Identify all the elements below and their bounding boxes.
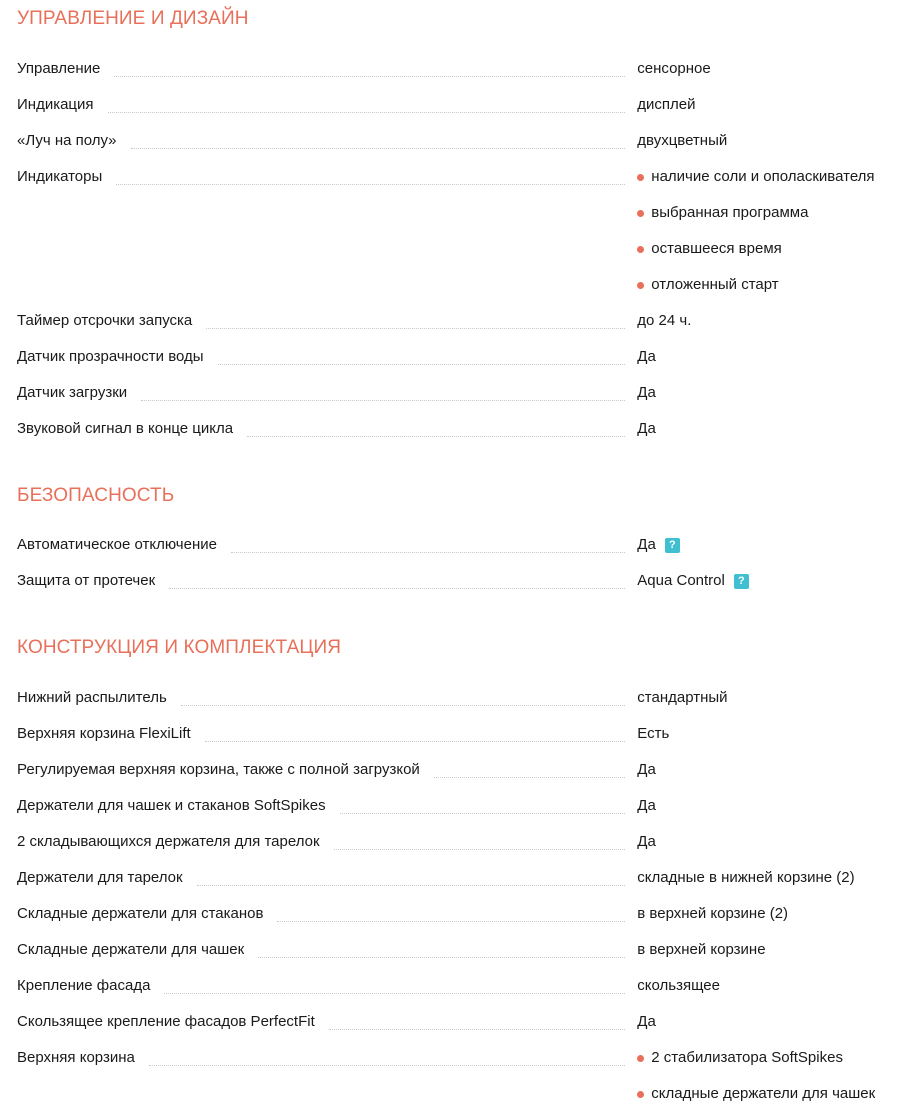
list-item: наличие соли и ополаскивателя <box>637 168 897 204</box>
spec-label: Регулируемая верхняя корзина, также с полной загрузкой <box>17 761 420 778</box>
dotted-leader <box>206 327 625 329</box>
spec-row <box>17 536 897 572</box>
spec-row <box>17 420 897 456</box>
spec-row <box>17 1013 897 1049</box>
spec-row <box>17 689 897 725</box>
dotted-leader <box>434 776 625 778</box>
spec-label: Складные держатели для стаканов <box>17 905 264 922</box>
spec-row <box>17 96 897 132</box>
spec-value: в верхней корзине <box>637 941 766 958</box>
list-item: складные держатели для чашек <box>637 1085 897 1103</box>
dotted-leader <box>247 435 625 437</box>
dotted-leader <box>108 111 626 113</box>
section-title: КОНСТРУКЦИЯ И КОМПЛЕКТАЦИЯ <box>17 637 342 658</box>
dotted-leader <box>329 1028 626 1030</box>
spec-label: Индикация <box>17 96 94 113</box>
spec-list <box>17 689 897 1103</box>
dotted-leader <box>169 587 625 589</box>
spec-row <box>17 869 897 905</box>
spec-row <box>17 348 897 384</box>
bullet-icon <box>637 1091 644 1098</box>
spec-value: до 24 ч. <box>637 312 692 329</box>
spec-label: Датчик загрузки <box>17 384 128 401</box>
spec-value: дисплей <box>637 96 696 113</box>
section-title: БЕЗОПАСНОСТЬ <box>17 485 175 506</box>
list-item: 2 стабилизатора SoftSpikes <box>637 1049 897 1085</box>
dotted-leader <box>340 812 626 814</box>
dotted-leader <box>258 956 625 958</box>
dotted-leader <box>205 740 626 742</box>
spec-value-list <box>637 168 897 294</box>
spec-value: Да <box>637 1013 656 1030</box>
dotted-leader <box>181 704 626 706</box>
spec-label: Управление <box>17 60 101 77</box>
spec-value: Есть <box>637 725 670 742</box>
spec-value: двухцветный <box>637 132 728 149</box>
section-construction-equipment <box>17 637 897 1102</box>
spec-row <box>17 761 897 797</box>
spec-list <box>17 536 897 608</box>
spec-row <box>17 833 897 869</box>
list-item: выбранная программа <box>637 204 897 240</box>
spec-list <box>17 60 897 456</box>
spec-row <box>17 168 897 312</box>
spec-label: Держатели для тарелок <box>17 869 183 886</box>
spec-label: Звуковой сигнал в конце цикла <box>17 420 234 437</box>
section-control-design <box>17 8 897 437</box>
bullet-icon <box>637 246 644 253</box>
bullet-icon <box>637 210 644 217</box>
spec-value: сенсорное <box>637 60 711 77</box>
dotted-leader <box>218 363 626 365</box>
list-item: отложенный старт <box>637 276 897 294</box>
spec-value: Да <box>637 797 656 814</box>
spec-label: Индикаторы <box>17 168 103 185</box>
bullet-icon <box>637 174 644 181</box>
spec-label: Автоматическое отключение <box>17 536 217 553</box>
spec-value: Да <box>637 761 656 778</box>
section-safety <box>17 485 897 589</box>
spec-value: стандартный <box>637 689 728 706</box>
dotted-leader <box>114 75 625 77</box>
spec-value: Да <box>637 420 656 437</box>
spec-label: Защита от протечек <box>17 572 156 589</box>
spec-label: Скользящее крепление фасадов PerfectFit <box>17 1013 315 1030</box>
dotted-leader <box>277 920 625 922</box>
dotted-leader <box>334 848 626 850</box>
help-icon[interactable]: ? <box>734 574 749 589</box>
dotted-leader <box>141 399 625 401</box>
spec-value: Aqua Control <box>637 572 725 589</box>
spec-label: 2 складывающихся держателя для тарелок <box>17 833 320 850</box>
spec-value: складные в нижней корзине (2) <box>637 869 855 886</box>
spec-value: Да <box>637 536 656 553</box>
spec-row <box>17 132 897 168</box>
spec-value: Да <box>637 348 656 365</box>
section-title: УПРАВЛЕНИЕ И ДИЗАЙН <box>17 8 249 29</box>
help-icon[interactable]: ? <box>665 538 680 553</box>
bullet-icon <box>637 1055 644 1062</box>
spec-value: Да <box>637 384 656 401</box>
spec-label: Складные держатели для чашек <box>17 941 245 958</box>
spec-row <box>17 977 897 1013</box>
spec-label: Крепление фасада <box>17 977 151 994</box>
spec-label: Датчик прозрачности воды <box>17 348 204 365</box>
dotted-leader <box>197 884 626 886</box>
spec-row <box>17 941 897 977</box>
spec-row <box>17 384 897 420</box>
spec-row <box>17 312 897 348</box>
spec-row <box>17 60 897 96</box>
spec-value: скользящее <box>637 977 720 994</box>
dotted-leader <box>164 992 625 994</box>
spec-label: Верхняя корзина <box>17 1049 135 1066</box>
spec-row <box>17 797 897 833</box>
spec-row <box>17 1049 897 1103</box>
dotted-leader <box>231 551 625 553</box>
spec-row <box>17 725 897 761</box>
bullet-icon <box>637 282 644 289</box>
list-item: оставшееся время <box>637 240 897 276</box>
spec-label: Держатели для чашек и стаканов SoftSpikes <box>17 797 326 814</box>
spec-value-list <box>637 1049 897 1103</box>
spec-row <box>17 905 897 941</box>
dotted-leader <box>149 1064 625 1066</box>
spec-row <box>17 572 897 608</box>
spec-label: Верхняя корзина FlexiLift <box>17 725 191 742</box>
dotted-leader <box>116 183 625 185</box>
dotted-leader <box>131 147 626 149</box>
spec-label: Нижний распылитель <box>17 689 167 706</box>
spec-label: «Луч на полу» <box>17 132 117 149</box>
spec-label: Таймер отсрочки запуска <box>17 312 193 329</box>
spec-value: в верхней корзине (2) <box>637 905 789 922</box>
spec-value: Да <box>637 833 656 850</box>
